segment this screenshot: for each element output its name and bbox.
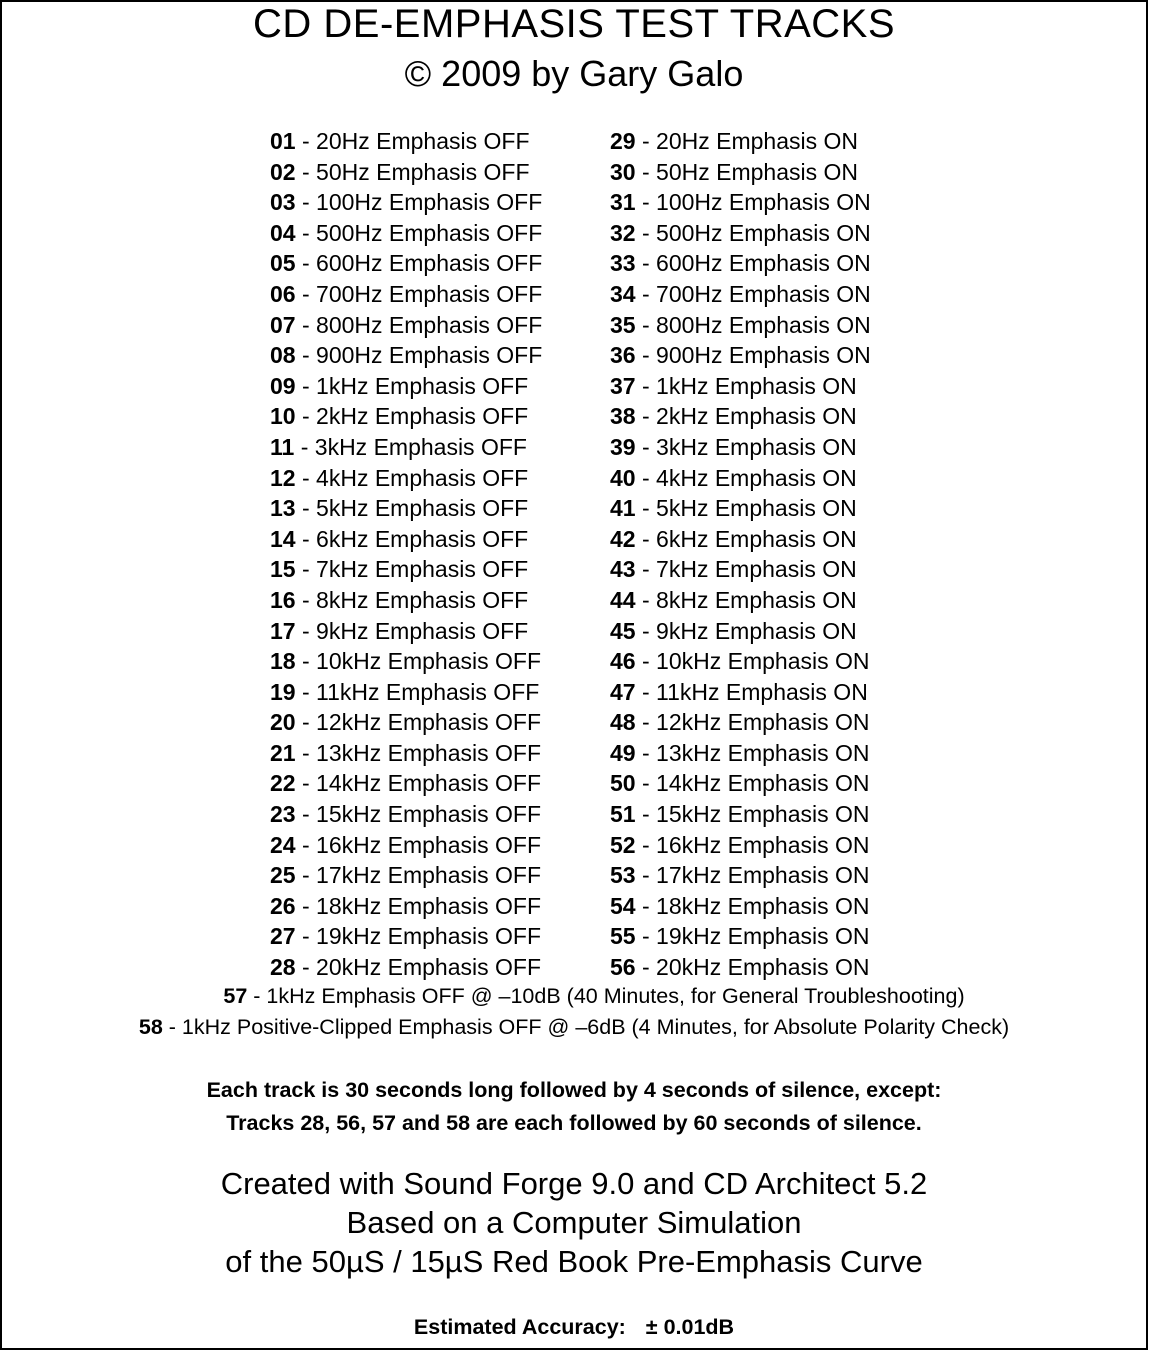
track-row [270,340,542,371]
track-description: 1kHz Emphasis OFF [316,372,529,399]
track-row [610,616,871,647]
track-number: 56 [610,954,636,981]
track-number: 04 [270,219,296,246]
track-description: 600Hz Emphasis ON [656,250,871,277]
track-row [610,493,871,524]
track-row [270,860,542,891]
track-description: 600Hz Emphasis OFF [316,250,543,277]
track-separator: - [295,311,317,338]
track-description: 16kHz Emphasis ON [656,831,870,858]
track-separator: - [295,678,317,705]
track-separator: - [635,648,657,675]
track-description: 17kHz Emphasis ON [656,862,870,889]
track-row [610,738,871,769]
track-description: 2kHz Emphasis ON [656,403,857,430]
track-row [610,218,871,249]
track-number: 16 [270,586,296,613]
track-row [270,401,542,432]
track-row [270,432,542,463]
track-number: 48 [610,709,636,736]
track-number: 09 [270,372,296,399]
track-number: 54 [610,892,636,919]
track-description: 15kHz Emphasis OFF [316,801,541,828]
track-row [270,799,542,830]
track-row [270,524,542,555]
track-row [270,707,542,738]
track-separator: - [295,709,317,736]
track-row [610,310,871,341]
track-description: 12kHz Emphasis OFF [316,709,541,736]
track-row [270,371,542,402]
track-number: 27 [270,923,296,950]
track-description: 700Hz Emphasis ON [656,280,871,307]
track-row [610,585,871,616]
track-separator: - [635,739,657,766]
track-description: 800Hz Emphasis OFF [316,311,543,338]
track-row [610,677,871,708]
track-description: 20kHz Emphasis OFF [316,954,541,981]
track-number: 19 [270,678,296,705]
track-separator: - [295,923,317,950]
track-description: 900Hz Emphasis OFF [316,342,543,369]
track-number: 24 [270,831,296,858]
track-list-on [610,126,871,983]
track-separator: - [295,586,317,613]
track-row [270,554,542,585]
track-row [270,218,542,249]
track-number: 38 [610,403,636,430]
track-number: 44 [610,586,636,613]
track-row [270,279,542,310]
track-separator: - [295,556,317,583]
track-row [610,340,871,371]
track-separator: - [295,892,317,919]
track-number: 58 [138,1015,163,1039]
track-separator: - [295,280,317,307]
track-description: 3kHz Emphasis OFF [314,433,527,460]
track-row [610,952,871,983]
track-number: 13 [270,495,296,522]
track-separator: - [635,556,657,583]
track-row [270,952,542,983]
track-description: 6kHz Emphasis ON [656,525,857,552]
track-number: 18 [270,648,296,675]
track-description: 900Hz Emphasis ON [656,342,871,369]
track-number: 45 [610,617,636,644]
track-separator: - [295,372,317,399]
track-number: 07 [270,311,296,338]
extra-track-58 [2,1015,1146,1040]
track-number: 47 [610,678,636,705]
accuracy-label: Estimated Accuracy: [413,1315,626,1339]
track-number: 51 [610,801,636,828]
track-number: 02 [270,158,296,185]
track-number: 35 [610,311,636,338]
accuracy-value: ± 0.01dB [645,1315,735,1339]
track-row [270,248,542,279]
track-row [270,677,542,708]
track-list-off [270,126,542,983]
track-number: 34 [610,280,636,307]
track-description: 8kHz Emphasis OFF [316,586,529,613]
track-number: 55 [610,923,636,950]
track-number: 01 [270,128,296,154]
track-number: 22 [270,770,296,797]
track-separator: - [294,433,315,460]
track-number: 52 [610,831,636,858]
track-separator: - [635,280,657,307]
track-description: 50Hz Emphasis OFF [316,158,530,185]
track-description: 19kHz Emphasis ON [656,923,870,950]
track-row [270,493,542,524]
track-row [610,554,871,585]
track-description: 500Hz Emphasis OFF [316,219,543,246]
track-separator: - [635,433,657,460]
track-row [270,830,542,861]
track-description: 9kHz Emphasis OFF [316,617,529,644]
credits-line: Based on a Computer Simulation [346,1205,802,1240]
track-row [610,432,871,463]
silence-note-line: Tracks 28, 56, 57 and 58 are each followed by 60 seconds of silence. [226,1111,922,1135]
track-separator: - [295,158,317,185]
track-separator: - [295,739,317,766]
track-separator: - [635,678,657,705]
track-row [270,921,542,952]
track-number: 39 [610,433,636,460]
track-number: 32 [610,219,636,246]
track-separator: - [635,495,657,522]
track-description: 1kHz Positive-Clipped Emphasis OFF @ –6dB (4 Minutes, for Absolute Polarity Check) [181,1015,1010,1039]
track-number: 15 [270,556,296,583]
track-description: 17kHz Emphasis OFF [316,862,541,889]
track-separator: - [295,862,317,889]
track-row [610,646,871,677]
accuracy-line [2,1315,1146,1340]
track-number: 46 [610,648,636,675]
track-row [610,768,871,799]
track-row [270,157,542,188]
track-row [610,126,871,157]
extra-track-57 [2,984,1146,1009]
track-separator: - [635,219,657,246]
track-row [610,463,871,494]
credits-block [2,1164,1146,1281]
track-separator: - [295,250,317,277]
track-separator: - [635,128,657,154]
track-number: 12 [270,464,296,491]
track-row [270,738,542,769]
track-number: 05 [270,250,296,277]
track-separator: - [295,770,317,797]
track-separator: - [635,189,657,216]
track-description: 4kHz Emphasis ON [656,464,857,491]
track-description: 20Hz Emphasis OFF [316,128,530,154]
track-separator: - [635,801,657,828]
track-separator: - [295,648,317,675]
track-number: 36 [610,342,636,369]
track-separator: - [635,923,657,950]
track-separator: - [635,158,657,185]
track-separator: - [295,831,317,858]
track-number: 20 [270,709,296,736]
track-separator: - [295,342,317,369]
track-number: 06 [270,280,296,307]
track-description: 11kHz Emphasis OFF [316,678,540,705]
track-description: 13kHz Emphasis OFF [316,739,541,766]
track-number: 11 [270,433,295,460]
track-description: 1kHz Emphasis OFF @ –10dB (40 Minutes, for General Troubleshooting) [266,984,965,1008]
track-description: 5kHz Emphasis ON [656,495,857,522]
track-row [610,891,871,922]
track-separator: - [635,831,657,858]
track-description: 20Hz Emphasis ON [656,128,859,154]
track-description: 50Hz Emphasis ON [656,158,859,185]
track-separator: - [635,709,657,736]
track-separator: - [295,617,317,644]
track-row [270,585,542,616]
track-number: 03 [270,189,296,216]
track-separator: - [168,1015,182,1039]
track-row [270,463,542,494]
track-separator: - [295,403,317,430]
track-number: 43 [610,556,636,583]
track-row [610,248,871,279]
track-description: 14kHz Emphasis OFF [316,770,541,797]
track-description: 2kHz Emphasis OFF [316,403,529,430]
track-number: 14 [270,525,296,552]
track-number: 57 [223,984,248,1008]
silence-note-line: Each track is 30 seconds long followed by 4 seconds of silence, except: [206,1078,942,1102]
track-number: 40 [610,464,636,491]
track-number: 26 [270,892,296,919]
track-description: 9kHz Emphasis ON [656,617,857,644]
track-row [610,401,871,432]
track-description: 11kHz Emphasis ON [656,678,868,705]
track-number: 30 [610,158,636,185]
track-description: 1kHz Emphasis ON [656,372,857,399]
track-row [270,126,542,157]
track-description: 16kHz Emphasis OFF [316,831,541,858]
track-separator: - [295,128,317,154]
track-description: 8kHz Emphasis ON [656,586,857,613]
track-row [270,187,542,218]
track-description: 18kHz Emphasis ON [656,892,870,919]
track-row [610,830,871,861]
track-separator: - [635,862,657,889]
track-row [270,768,542,799]
track-row [610,279,871,310]
track-description: 800Hz Emphasis ON [656,311,871,338]
track-number: 29 [610,128,636,154]
track-number: 53 [610,862,636,889]
track-row [270,646,542,677]
track-description: 5kHz Emphasis OFF [316,495,529,522]
track-description: 18kHz Emphasis OFF [316,892,541,919]
track-separator: - [635,586,657,613]
track-description: 7kHz Emphasis ON [656,556,857,583]
track-separator: - [635,464,657,491]
track-separator: - [635,342,657,369]
track-number: 10 [270,403,296,430]
track-row [610,157,871,188]
track-number: 28 [270,954,296,981]
page-title: CD DE-EMPHASIS TEST TRACKS [252,2,896,46]
track-separator: - [295,219,317,246]
track-row [610,524,871,555]
track-row [610,707,871,738]
track-description: 4kHz Emphasis OFF [316,464,529,491]
track-description: 6kHz Emphasis OFF [316,525,529,552]
track-row [270,616,542,647]
track-row [610,187,871,218]
track-separator: - [295,495,317,522]
track-row [610,371,871,402]
track-separator: - [295,464,317,491]
track-description: 12kHz Emphasis ON [656,709,870,736]
track-row [610,860,871,891]
track-number: 08 [270,342,296,369]
silence-notes [2,1074,1146,1140]
track-separator: - [295,801,317,828]
track-separator: - [635,525,657,552]
track-description: 14kHz Emphasis ON [656,770,870,797]
track-row [270,891,542,922]
copyright-line: © 2009 by Gary Galo [404,53,744,94]
track-description: 100Hz Emphasis OFF [316,189,543,216]
track-number: 33 [610,250,636,277]
track-number: 41 [610,495,636,522]
track-separator: - [635,250,657,277]
track-separator: - [635,617,657,644]
track-number: 37 [610,372,636,399]
track-description: 19kHz Emphasis OFF [316,923,541,950]
track-separator: - [295,525,317,552]
track-description: 10kHz Emphasis OFF [316,648,541,675]
track-number: 17 [270,617,296,644]
track-description: 500Hz Emphasis ON [656,219,871,246]
track-description: 20kHz Emphasis ON [656,954,870,981]
credits-line: Created with Sound Forge 9.0 and CD Architect 5.2 [220,1166,928,1201]
track-number: 21 [270,739,296,766]
track-number: 50 [610,770,636,797]
credits-line: of the 50µS / 15µS Red Book Pre-Emphasis Curve [225,1244,923,1279]
track-separator: - [635,403,657,430]
track-number: 23 [270,801,296,828]
track-description: 15kHz Emphasis ON [656,801,870,828]
track-row [270,310,542,341]
track-row [610,921,871,952]
track-number: 49 [610,739,636,766]
track-number: 25 [270,862,296,889]
track-row [610,799,871,830]
track-number: 42 [610,525,636,552]
track-description: 10kHz Emphasis ON [656,648,870,675]
track-separator: - [635,372,657,399]
track-description: 7kHz Emphasis OFF [316,556,529,583]
track-separator: - [635,311,657,338]
track-description: 13kHz Emphasis ON [656,739,870,766]
track-number: 31 [610,189,636,216]
track-description: 100Hz Emphasis ON [656,189,871,216]
track-separator: - [295,189,317,216]
track-separator: - [635,892,657,919]
track-description: 700Hz Emphasis OFF [316,280,543,307]
track-separator: - [253,984,267,1008]
track-separator: - [635,770,657,797]
track-description: 3kHz Emphasis ON [656,433,857,460]
track-separator: - [635,954,657,981]
track-separator: - [295,954,317,981]
